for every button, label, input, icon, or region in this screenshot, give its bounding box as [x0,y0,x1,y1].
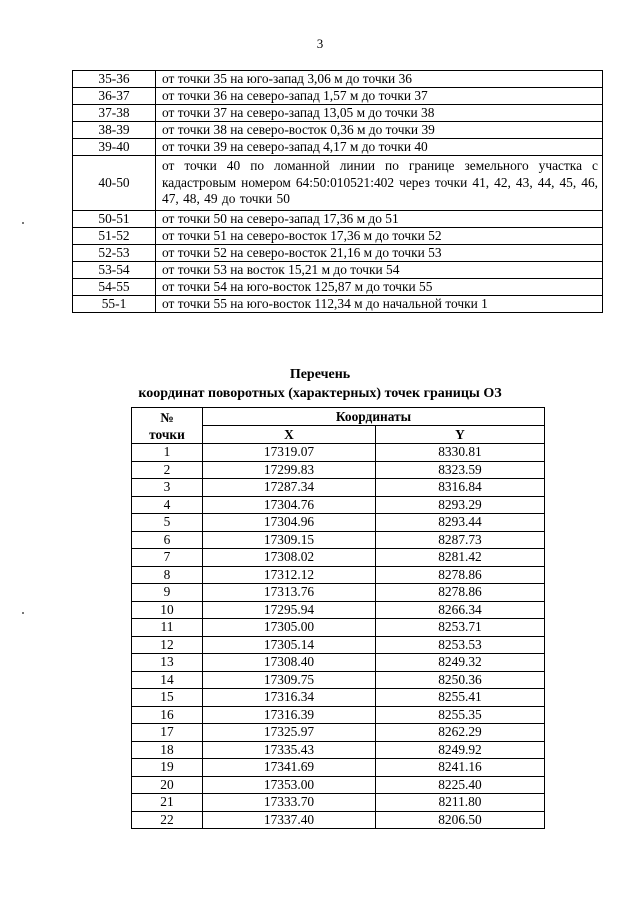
route-segment: 51-52 [73,227,156,244]
point-number: 2 [132,461,203,479]
coordinate-y: 8249.92 [376,741,545,759]
route-segment: 53-54 [73,261,156,278]
route-segment: 38-39 [73,122,156,139]
y-column-header: Y [376,426,545,444]
route-description: от точки 55 на юго-восток 112,34 м до начальной точки 1 [156,295,603,312]
coordinate-y: 8241.16 [376,759,545,777]
coordinate-x: 17304.76 [203,496,376,514]
route-description: от точки 51 на северо-восток 17,36 м до точки 52 [156,227,603,244]
coordinate-y: 8323.59 [376,461,545,479]
route-row [73,105,603,122]
coordinate-row [132,759,545,777]
coordinate-row [132,636,545,654]
coordinate-row [132,601,545,619]
coordinate-row [132,811,545,829]
point-number: 4 [132,496,203,514]
point-number: 9 [132,584,203,602]
route-row [73,88,603,105]
coordinate-row [132,584,545,602]
coordinate-row [132,689,545,707]
point-number: 13 [132,654,203,672]
coordinate-y: 8262.29 [376,724,545,742]
coordinate-y: 8330.81 [376,444,545,462]
coordinate-y: 8293.29 [376,496,545,514]
route-segment: 55-1 [73,295,156,312]
route-description: от точки 38 на северо-восток 0,36 м до точки 39 [156,122,603,139]
coordinate-y: 8225.40 [376,776,545,794]
coordinate-y: 8278.86 [376,584,545,602]
coordinate-y: 8287.73 [376,531,545,549]
point-number: 8 [132,566,203,584]
coordinate-x: 17295.94 [203,601,376,619]
point-number: 18 [132,741,203,759]
route-segment: 39-40 [73,139,156,156]
route-row [73,244,603,261]
route-description: от точки 54 на юго-восток 125,87 м до точки 55 [156,278,603,295]
coordinate-y: 8316.84 [376,479,545,497]
route-row [73,261,603,278]
coordinate-x: 17312.12 [203,566,376,584]
coordinate-y: 8211.80 [376,794,545,812]
coordinate-row [132,741,545,759]
route-description: от точки 40 по ломанной линии по границе земельного участка с кадастровым номером 64:50:010521:402 через точки 41, 42, 43, 44, 45, 46, 47, 48, 49 до точки 50 [156,156,603,211]
point-number: 7 [132,549,203,567]
coordinate-y: 8253.53 [376,636,545,654]
coordinate-x: 17333.70 [203,794,376,812]
coordinate-y: 8281.42 [376,549,545,567]
coordinate-row [132,514,545,532]
coordinate-x: 17287.34 [203,479,376,497]
route-description: от точки 37 на северо-запад 13,05 м до точки 38 [156,105,603,122]
coordinate-x: 17337.40 [203,811,376,829]
coordinate-x: 17353.00 [203,776,376,794]
route-table-body [73,71,603,313]
point-number: 12 [132,636,203,654]
point-number: 21 [132,794,203,812]
coordinate-row [132,724,545,742]
route-segment: 37-38 [73,105,156,122]
coordinate-row [132,794,545,812]
coordinate-x: 17319.07 [203,444,376,462]
coordinate-x: 17316.39 [203,706,376,724]
coordinates-header: Координаты [203,408,545,426]
point-number-header-word: точки [149,426,185,442]
route-description: от точки 36 на северо-запад 1,57 м до точки 37 [156,88,603,105]
coordinate-x: 17305.00 [203,619,376,637]
route-segment: 50-51 [73,210,156,227]
point-number: 17 [132,724,203,742]
coordinate-row [132,566,545,584]
x-column-header: X [203,426,376,444]
coordinate-y: 8249.32 [376,654,545,672]
coordinate-x: 17325.97 [203,724,376,742]
coordinate-y: 8250.36 [376,671,545,689]
coordinate-row [132,496,545,514]
coordinate-row [132,531,545,549]
route-description: от точки 52 на северо-восток 21,16 м до точки 53 [156,244,603,261]
coordinate-x: 17308.40 [203,654,376,672]
route-segment: 52-53 [73,244,156,261]
coordinate-y: 8255.41 [376,689,545,707]
point-number: 6 [132,531,203,549]
coordinate-x: 17308.02 [203,549,376,567]
route-row [73,122,603,139]
route-row [73,227,603,244]
scan-dot [22,612,24,614]
coordinate-y: 8266.34 [376,601,545,619]
coordinate-row [132,706,545,724]
coordinate-row [132,671,545,689]
coordinate-row [132,461,545,479]
point-number-header-symbol: № [160,409,174,425]
coordinate-x: 17313.76 [203,584,376,602]
scan-dot [22,222,24,224]
list-heading: Перечень [289,367,351,382]
point-number: 1 [132,444,203,462]
coordinate-y: 8206.50 [376,811,545,829]
coordinates-table [131,407,545,829]
coordinate-y: 8253.71 [376,619,545,637]
coordinate-x: 17341.69 [203,759,376,777]
coordinate-x: 17309.75 [203,671,376,689]
point-number: 22 [132,811,203,829]
point-number: 5 [132,514,203,532]
coordinate-row [132,549,545,567]
route-segment: 54-55 [73,278,156,295]
list-subheading: координат поворотных (характерных) точек границы ОЗ [138,386,502,401]
coordinate-row [132,654,545,672]
coordinate-x: 17335.43 [203,741,376,759]
coordinate-row [132,479,545,497]
route-row [73,156,603,211]
coordinate-row [132,776,545,794]
route-segment: 36-37 [73,88,156,105]
coordinate-y: 8278.86 [376,566,545,584]
route-row [73,71,603,88]
point-number: 11 [132,619,203,637]
coordinate-x: 17299.83 [203,461,376,479]
route-description: от точки 35 на юго-запад 3,06 м до точки 36 [156,71,603,88]
route-row [73,278,603,295]
point-number: 15 [132,689,203,707]
point-number-header [132,408,203,444]
coordinate-row [132,444,545,462]
route-description: от точки 53 на восток 15,21 м до точки 54 [156,261,603,278]
point-number: 3 [132,479,203,497]
route-row [73,139,603,156]
point-number: 20 [132,776,203,794]
coordinate-y: 8255.35 [376,706,545,724]
coordinates-table-body [132,444,545,829]
point-number: 19 [132,759,203,777]
point-number: 16 [132,706,203,724]
route-description-table [72,70,603,313]
point-number: 14 [132,671,203,689]
coordinate-x: 17305.14 [203,636,376,654]
coordinate-row [132,619,545,637]
route-description: от точки 39 на северо-запад 4,17 м до точки 40 [156,139,603,156]
route-row [73,210,603,227]
route-row [73,295,603,312]
point-number: 10 [132,601,203,619]
coordinate-x: 17304.96 [203,514,376,532]
coordinate-x: 17309.15 [203,531,376,549]
route-description: от точки 50 на северо-запад 17,36 м до 51 [156,210,603,227]
coordinate-y: 8293.44 [376,514,545,532]
coordinate-x: 17316.34 [203,689,376,707]
page-number: 3 [316,36,324,51]
route-segment: 40-50 [73,156,156,211]
route-segment: 35-36 [73,71,156,88]
